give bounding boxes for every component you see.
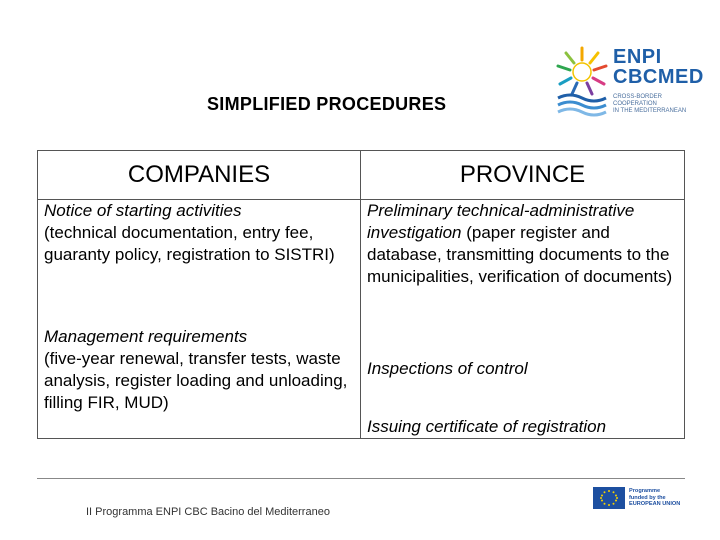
table-row (38, 200, 685, 327)
logo-sub-line1: CROSS-BORDER COOPERATION (613, 94, 663, 107)
eu-text-line2: funded by the (629, 494, 666, 501)
footer-divider (37, 478, 685, 479)
logo-brand (613, 47, 704, 87)
procedures-table (37, 150, 685, 439)
column-header-companies: COMPANIES (38, 151, 361, 200)
logo-brand-line2: CBCMED (613, 66, 704, 88)
logo-brand-line1: ENPI (613, 46, 662, 68)
table-header-row (38, 151, 685, 200)
eu-funding-text (629, 488, 680, 508)
logo-subtitle (613, 94, 693, 115)
table-row (38, 326, 685, 439)
eu-text-line1: Programme (629, 488, 661, 494)
page-title: SIMPLIFIED PROCEDURES (207, 94, 447, 114)
companies-step-title: Notice of starting activities (44, 201, 242, 220)
footer-program-text: II Programma ENPI CBC Bacino del Mediterraneo (86, 506, 330, 518)
province-item-inspections: Inspections of control (367, 359, 528, 378)
companies-cell-1 (38, 200, 361, 327)
province-step-details: (paper register and database, transmitting documents to the municipalities, verification of documents) (367, 223, 673, 286)
column-header-province: PROVINCE (361, 151, 685, 200)
companies-cell-2 (38, 326, 361, 439)
eu-flag-icon (593, 487, 625, 509)
companies-step-details: (five-year renewal, transfer tests, waste analysis, register loading and unloading, filling FIR, MUD) (44, 349, 348, 412)
companies-step-details: (technical documentation, entry fee, guaranty policy, registration to SISTRI) (44, 223, 335, 264)
province-item-certificate: Issuing certificate of registration (367, 417, 607, 436)
province-cell-2 (361, 326, 685, 439)
companies-step-title: Management requirements (44, 327, 248, 346)
waves-icon (558, 95, 606, 115)
province-step-title: Preliminary technical-administrative investigation (367, 201, 635, 242)
eu-text-line3: EUROPEAN UNION (629, 501, 681, 508)
sun-rays-icon (558, 48, 606, 94)
logo-sub-line2: IN THE MEDITERRANEAN (613, 108, 687, 114)
province-cell-1 (361, 200, 685, 327)
